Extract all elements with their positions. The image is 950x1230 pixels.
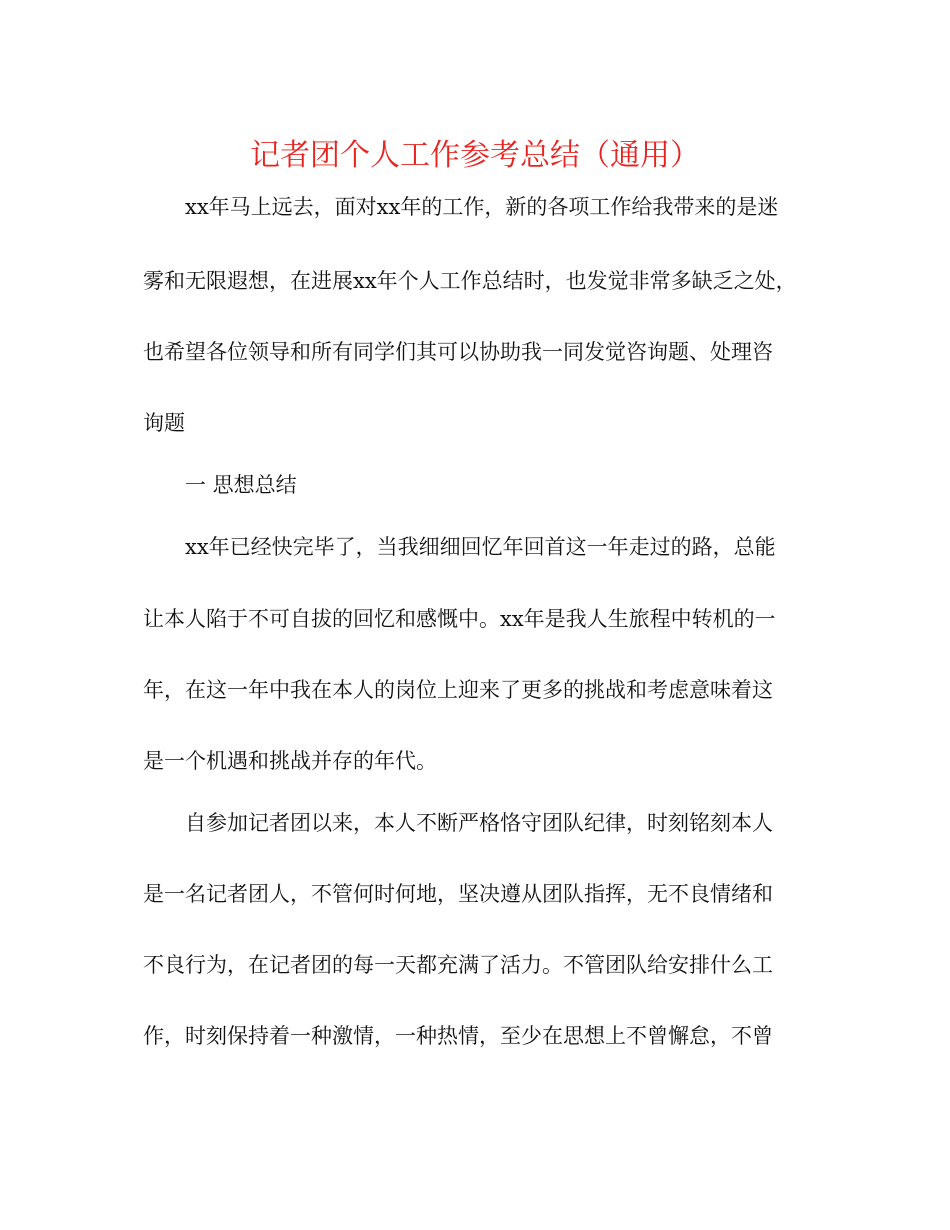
paragraph-line: 作，时刻保持着一种激情，一种热情，至少在思想上不曾懈怠，不曾 bbox=[143, 1024, 773, 1048]
paragraph-line: 让本人陷于不可自拔的回忆和感慨中。xx年是我人生旅程中转机的一 bbox=[143, 607, 776, 631]
paragraph-line: xx年已经快完毕了，当我细细回忆年回首这一年走过的路，总能 bbox=[185, 535, 776, 559]
section-heading: 一 思想总结 bbox=[185, 473, 297, 497]
paragraph-line: 是一名记者团人，不管何时何地，坚决遵从团队指挥，无不良情绪和 bbox=[143, 882, 773, 906]
paragraph-line: 雾和无限遐想，在进展xx年个人工作总结时，也发觉非常多缺乏之处， bbox=[143, 269, 797, 293]
paragraph-line: 是一个机遇和挑战并存的年代。 bbox=[143, 749, 437, 773]
paragraph-line: 也希望各位领导和所有同学们其可以协助我一同发觉咨询题、处理咨 bbox=[143, 340, 773, 364]
paragraph-line: 自参加记者团以来，本人不断严格恪守团队纪律，时刻铭刻本人 bbox=[185, 811, 773, 835]
paragraph-line: 年，在这一年中我在本人的岗位上迎来了更多的挑战和考虑意味着这 bbox=[143, 678, 773, 702]
paragraph-line: 询题 bbox=[143, 411, 185, 435]
paragraph-line: xx年马上远去，面对xx年的工作，新的各项工作给我带来的是迷 bbox=[185, 195, 779, 219]
document-title: 记者团个人工作参考总结（通用） bbox=[250, 138, 700, 173]
paragraph-line: 不良行为，在记者团的每一天都充满了活力。不管团队给安排什么工 bbox=[143, 953, 773, 977]
